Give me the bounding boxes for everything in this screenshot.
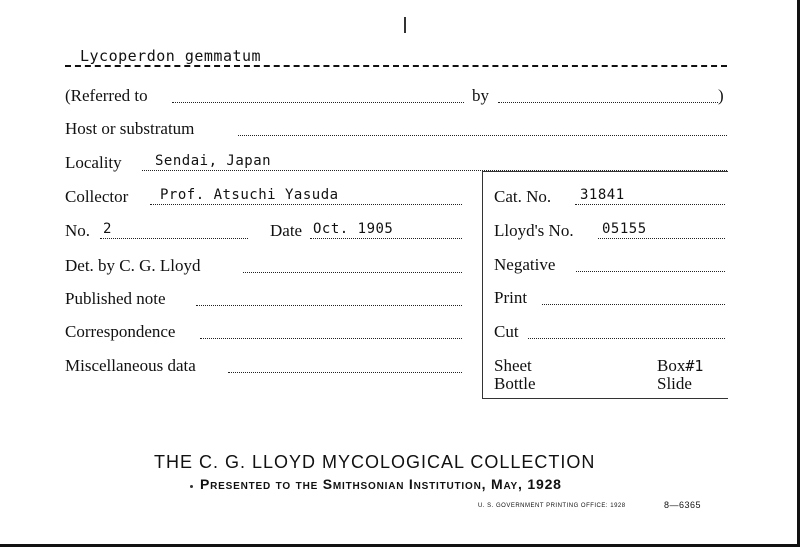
number-line [100,238,248,239]
determined-by-line [243,272,462,273]
box-label [657,356,703,376]
negative-line [576,271,725,272]
sheet-label: Sheet [494,356,532,375]
date-value: Oct. 1905 [313,221,394,237]
locality-value: Sendai, Japan [155,153,272,169]
determined-by-label: Det. by C. G. Lloyd [65,256,201,275]
cut-label: Cut [494,322,519,341]
miscellaneous-data-label: Miscellaneous data [65,356,196,375]
referred-to-line [172,102,464,103]
collector-label: Collector [65,187,129,206]
by-label: by [472,86,489,105]
number-value: 2 [103,221,112,237]
lloyds-no-value: 05155 [602,221,647,237]
published-note-line [196,305,462,306]
negative-label: Negative [494,255,556,274]
by-close-paren: ) [718,86,724,105]
box-value: #1 [685,357,704,375]
number-label: No. [65,221,91,240]
miscellaneous-data-line [228,372,462,373]
collector-value: Prof. Atsuchi Yasuda [160,187,339,203]
referred-to-label: (Referred to [65,86,148,105]
collection-title: THE C. G. LLOYD MYCOLOGICAL COLLECTION [154,452,596,472]
bottle-label: Bottle [494,374,536,393]
date-label: Date [270,221,303,240]
published-note-label: Published note [65,289,166,308]
cat-no-line [575,204,725,205]
cat-no-label: Cat. No. [494,187,552,206]
species-line [65,65,727,67]
collector-line [150,204,462,205]
correspondence-label: Correspondence [65,322,176,341]
form-number: 8—6365 [664,500,702,510]
top-mark [404,17,406,33]
print-line [542,304,725,305]
box-label-text: Box [657,356,686,375]
host-line [238,135,727,136]
correspondence-line [200,338,462,339]
by-line [498,102,718,103]
cat-no-value: 31841 [580,187,625,203]
printing-office-note: U. S. GOVERNMENT PRINTING OFFICE: 1928 [478,503,626,509]
slide-label: Slide [657,374,692,393]
date-line [310,238,462,239]
host-label: Host or substratum [65,119,195,138]
locality-label: Locality [65,153,122,172]
cut-line [528,338,725,339]
species-name: Lycoperdon gemmatum [80,47,262,65]
speck-mark [190,485,193,488]
lloyds-no-line [598,238,725,239]
print-label: Print [494,288,528,307]
lloyds-no-label: Lloyd's No. [494,221,574,240]
collection-subtitle: Presented to the Smithsonian Institution, May, 1928 [200,476,562,492]
